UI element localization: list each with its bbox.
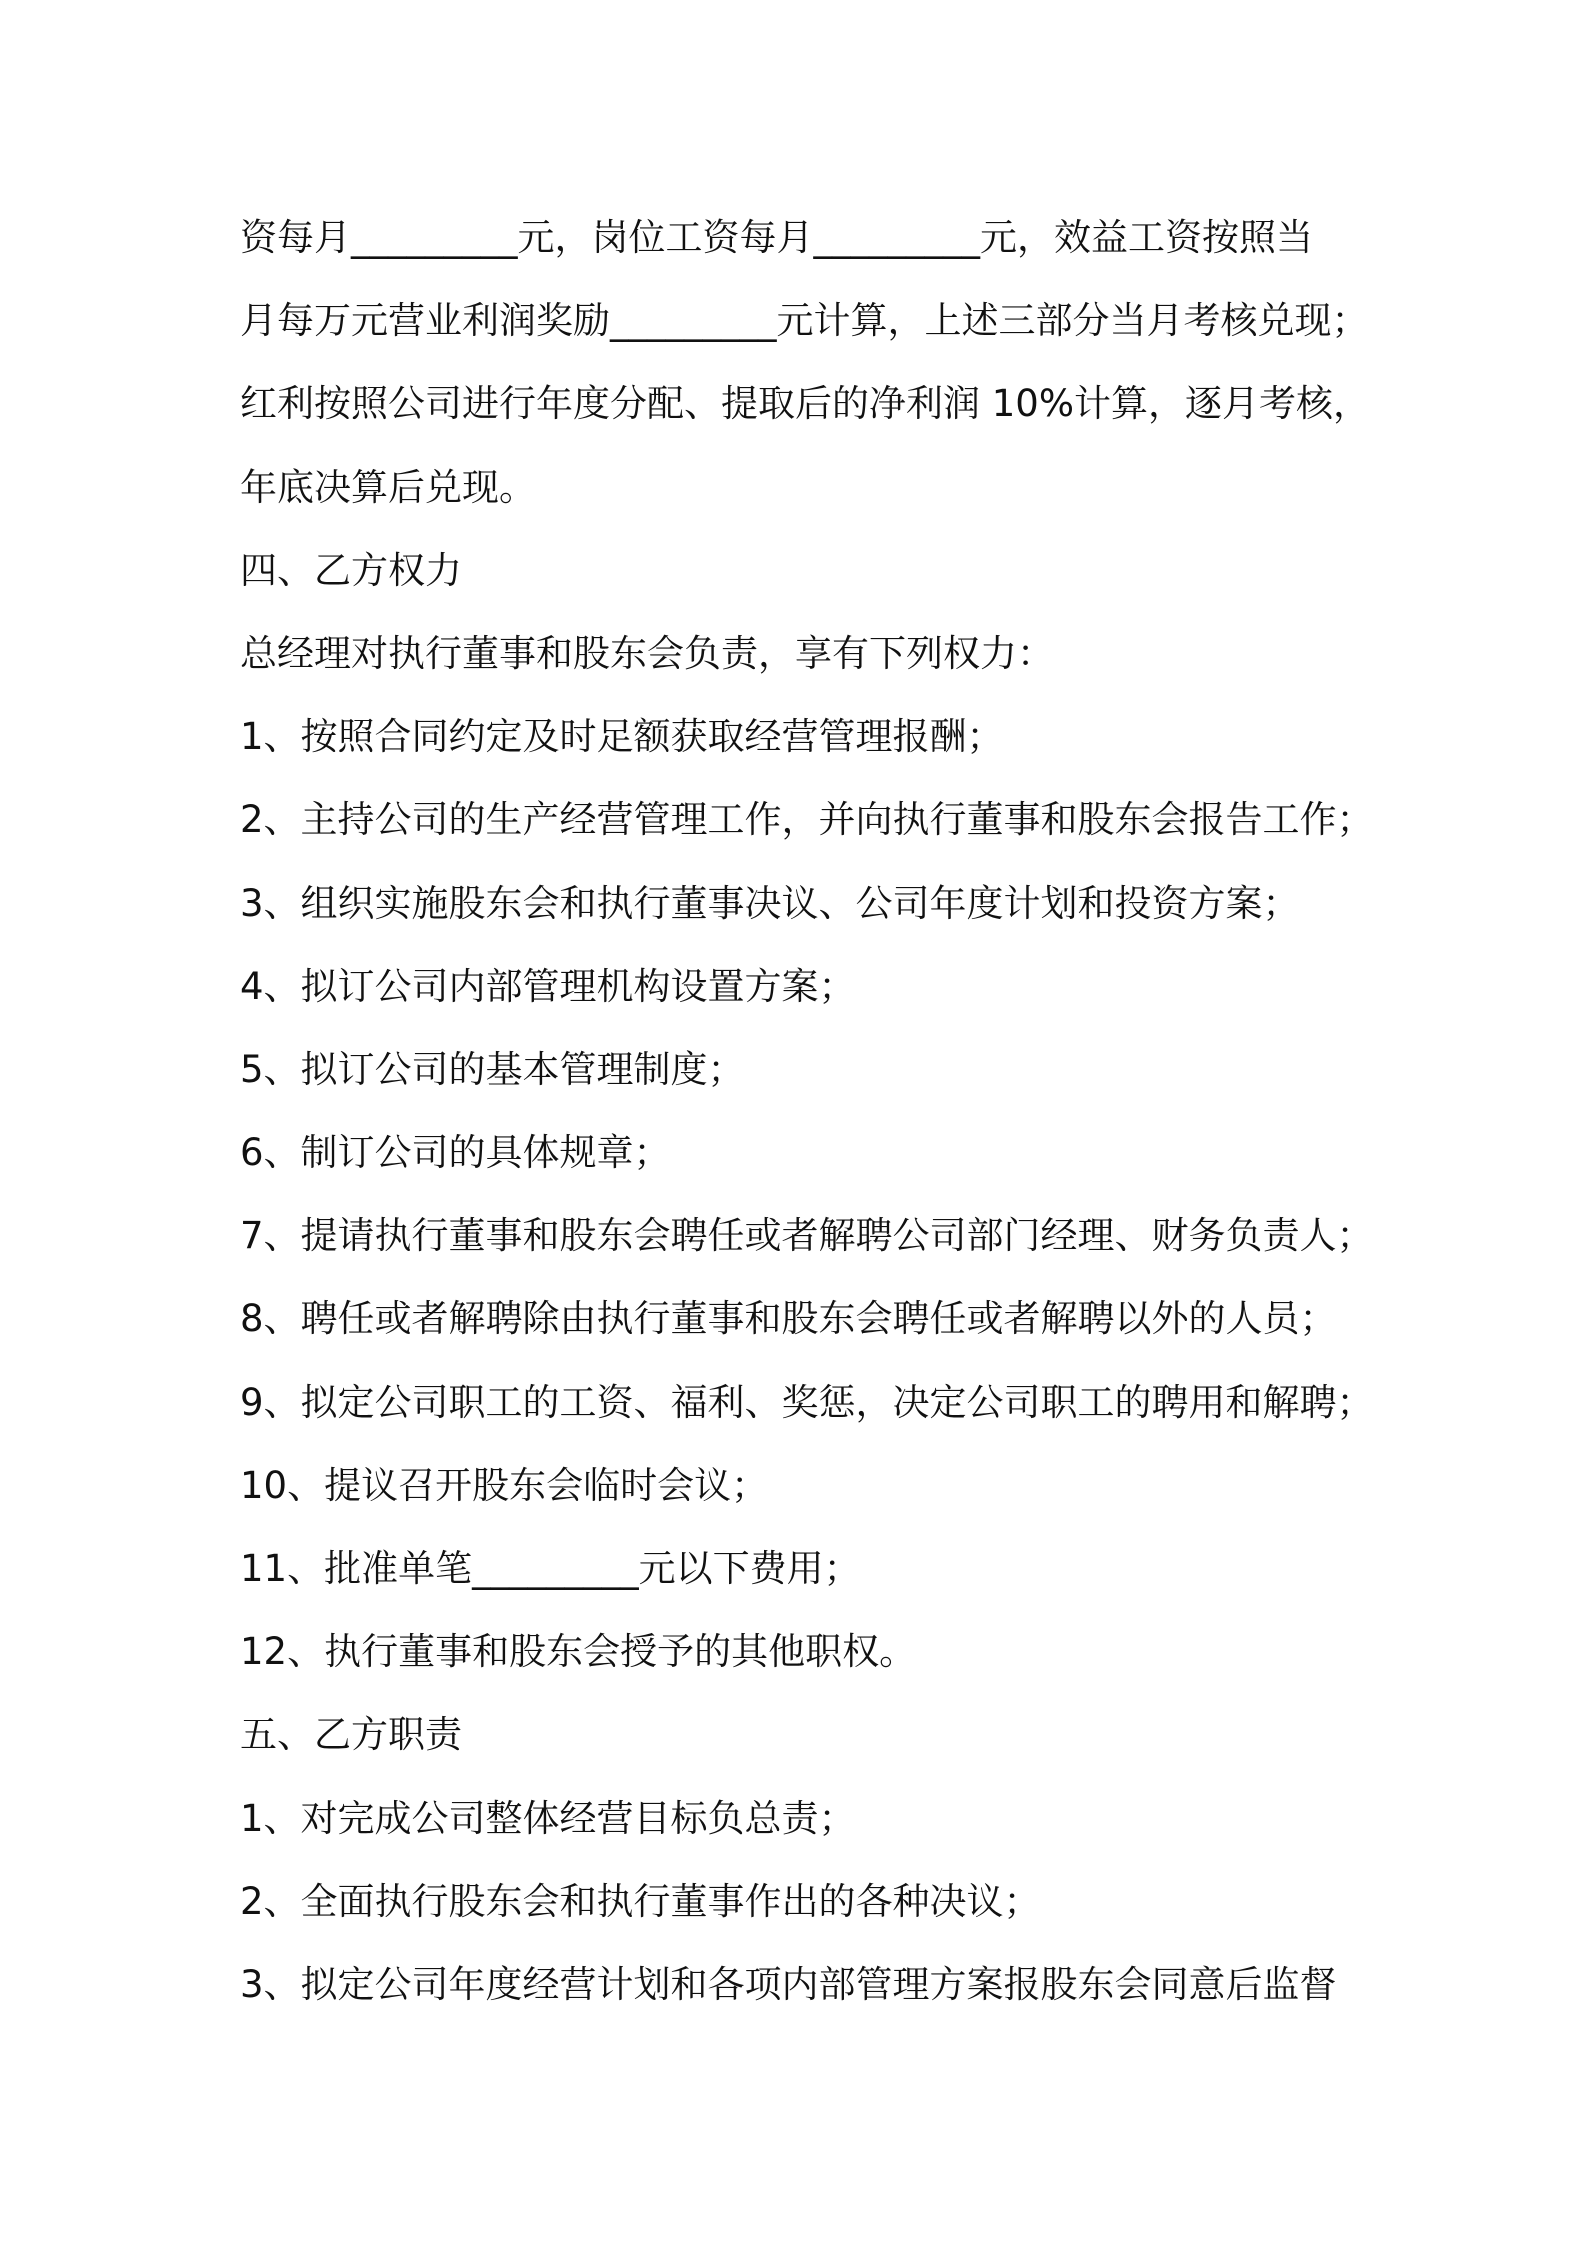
list-item: 3、组织实施股东会和执行董事决议、公司年度计划和投资方案； — [240, 881, 1300, 925]
document-body — [240, 196, 1380, 2026]
text-line: 年底决算后兑现。 — [240, 465, 536, 509]
list-item: 8、聘任或者解聘除由执行董事和股东会聘任或者解聘以外的人员； — [240, 1297, 1337, 1341]
list-item: 6、制订公司的具体规章； — [240, 1131, 671, 1175]
list-item: 10、提议召开股东会临时会议； — [240, 1463, 769, 1507]
list-item: 7、提请执行董事和股东会聘任或者解聘公司部门经理、财务负责人； — [240, 1214, 1374, 1258]
list-item: 1、对完成公司整体经营目标负总责； — [240, 1796, 856, 1840]
list-item: 3、拟定公司年度经营计划和各项内部管理方案报股东会同意后监督 — [240, 1962, 1337, 2006]
list-item: 4、拟订公司内部管理机构设置方案； — [240, 964, 856, 1008]
section-heading: 四、乙方权力 — [240, 548, 462, 592]
list-item: 1、按照合同约定及时足额获取经营管理报酬； — [240, 715, 1004, 759]
text-line: 红利按照公司进行年度分配、提取后的净利润 10%计算，逐月考核， — [240, 382, 1370, 426]
text-line: 资每月_________元，岗位工资每月_________元，效益工资按照当 — [240, 216, 1313, 259]
list-item: 2、全面执行股东会和执行董事作出的各种决议； — [240, 1879, 1041, 1923]
list-item: 5、拟订公司的基本管理制度； — [240, 1047, 745, 1091]
section-heading: 五、乙方职责 — [240, 1713, 462, 1757]
text-line: 月每万元营业利润奖励_________元计算，上述三部分当月考核兑现； — [240, 299, 1369, 343]
list-item: 12、执行董事和股东会授予的其他职权。 — [240, 1630, 917, 1674]
text-line: 总经理对执行董事和股东会负责，享有下列权力： — [240, 631, 1054, 675]
list-item: 9、拟定公司职工的工资、福利、奖惩，决定公司职工的聘用和解聘； — [240, 1380, 1374, 1424]
list-item: 11、批准单笔_________元以下费用； — [240, 1547, 861, 1590]
list-item: 2、主持公司的生产经营管理工作，并向执行董事和股东会报告工作； — [240, 798, 1374, 842]
